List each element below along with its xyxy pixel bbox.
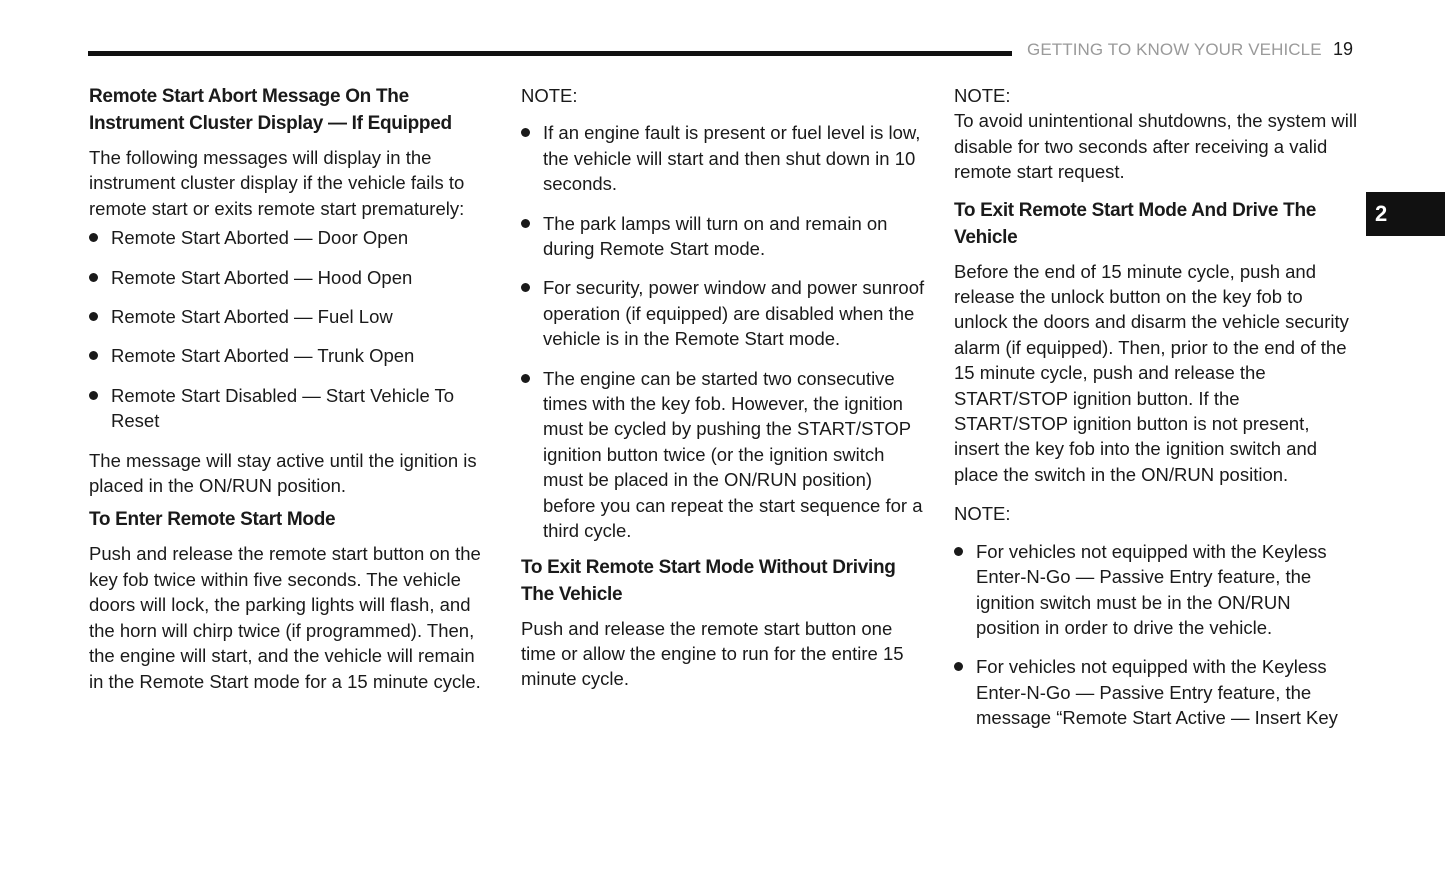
note-label: NOTE: — [521, 85, 578, 106]
bullet-icon — [89, 273, 98, 282]
list-item: For security, power window and power sunroof operation (if equipped) are disabled when the vehicle is in the Remote Start mode. — [521, 275, 925, 351]
running-head: GETTING TO KNOW YOUR VEHICLE — [1027, 40, 1322, 59]
list-item: For vehicles not equipped with the Keyless Enter-N-Go — Passive Entry feature, the ignition switch must be in the ON/RUN position in order to drive the vehicle. — [954, 539, 1358, 641]
bullet-icon — [89, 312, 98, 321]
bullet-icon — [954, 662, 963, 671]
list-item: Remote Start Aborted — Fuel Low — [89, 304, 493, 329]
list-item: Remote Start Disabled — Start Vehicle To Reset — [89, 383, 493, 434]
heading-exit-without-driving: To Exit Remote Start Mode Without Driving The Vehicle — [521, 556, 896, 605]
exit-without-driving-text: Push and release the remote start button one time or allow the engine to run for the entire 15 minute cycle. — [521, 617, 904, 690]
bullet-icon — [521, 283, 530, 292]
heading-enter-remote-start: To Enter Remote Start Mode — [89, 509, 336, 531]
bullet-icon — [89, 233, 98, 242]
bullet-icon — [521, 219, 530, 228]
enter-remote-start-text: Push and release the remote start button on the key fob twice within five seconds. The vehicle doors will lock, the parking lights will flash, and the horn will chirp twice (if programmed). Then, the engine will start, and the vehicle will remain in the Remote Start mode for a 15 minute cycle. — [89, 543, 481, 692]
column-2 — [521, 83, 925, 692]
page-number: 19 — [1333, 39, 1354, 59]
note-list — [954, 539, 1358, 731]
heading-abort-message: Remote Start Abort Message On The Instrument Cluster Display — If Equipped — [89, 86, 452, 134]
column-3 — [954, 83, 1358, 731]
abort-intro: The following messages will display in the instrument cluster display if the vehicle fails to remote start or exits remote start prematurely: — [89, 147, 465, 219]
list-item: Remote Start Aborted — Door Open — [89, 225, 493, 250]
note-label: NOTE: — [954, 503, 1011, 525]
bullet-icon — [89, 391, 98, 400]
note-label: NOTE: — [954, 85, 1011, 106]
bullet-icon — [521, 128, 530, 137]
column-1 — [89, 83, 493, 694]
note-text: To avoid unintentional shutdowns, the system will disable for two seconds after receiving a valid remote start request. — [954, 110, 1358, 183]
list-item: Remote Start Aborted — Hood Open — [89, 265, 493, 290]
exit-and-drive-text: Before the end of 15 minute cycle, push and release the unlock button on the key fob to unlock the doors and disarm the vehicle security alarm (if equipped). Then, prior to the end of the 15 minute cycle, push and release the START/STOP ignition button. If the START/STOP ignition button is not present, insert the key fob into the ignition switch and place the switch in the ON/RUN position. — [954, 260, 1349, 485]
abort-message-list — [89, 225, 493, 433]
chapter-tab: 2 — [1366, 192, 1445, 236]
bullet-icon — [954, 547, 963, 556]
bullet-icon — [89, 351, 98, 360]
abort-note: The message will stay active until the ignition is placed in the ON/RUN position. — [89, 449, 477, 497]
list-item: The park lamps will turn on and remain on during Remote Start mode. — [521, 211, 925, 262]
bullet-icon — [521, 374, 530, 383]
note-list — [521, 120, 925, 543]
list-item: The engine can be started two consecutive times with the key fob. However, the ignition must be cycled by pushing the START/STOP ignition button twice (or the ignition switch must be placed in the ON/RUN position) before you can repeat the start sequence for a third cycle. — [521, 366, 925, 544]
list-item: Remote Start Aborted — Trunk Open — [89, 343, 493, 368]
list-item: For vehicles not equipped with the Keyless Enter-N-Go — Passive Entry feature, the message “Remote Start Active — Insert Key — [954, 654, 1358, 730]
list-item: If an engine fault is present or fuel level is low, the vehicle will start and then shut down in 10 seconds. — [521, 120, 925, 196]
header-rule — [88, 51, 1012, 56]
heading-exit-and-drive: To Exit Remote Start Mode And Drive The Vehicle — [954, 199, 1317, 248]
